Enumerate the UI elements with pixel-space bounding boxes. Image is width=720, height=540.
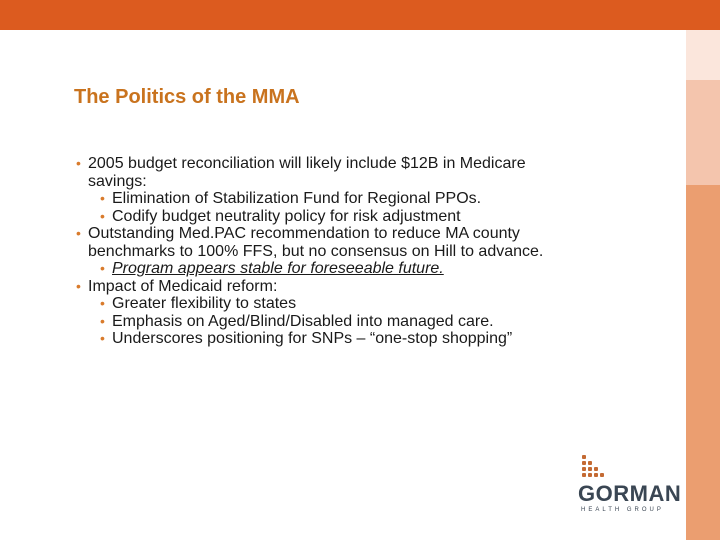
bullet-dot-icon: •	[100, 295, 105, 311]
bullet-dot-icon: •	[100, 207, 105, 224]
bullet-text: Elimination of Stabilization Fund for Regional PPOs.	[112, 190, 482, 207]
side-band-medium	[686, 80, 720, 185]
bullet-item	[76, 225, 558, 260]
bullet-item	[76, 278, 676, 296]
bullet-text: Codify budget neutrality policy for risk adjustment	[112, 207, 461, 225]
sub-bullet-item	[76, 260, 676, 278]
sub-bullet-item	[76, 208, 676, 226]
top-accent-bar	[0, 0, 720, 30]
sub-bullet-item	[76, 295, 676, 313]
bullet-dot-icon: •	[76, 225, 81, 241]
slide-title: The Politics of the MMA	[74, 86, 300, 108]
bullet-dot-icon: •	[76, 277, 81, 294]
bullet-dot-icon: •	[100, 330, 105, 346]
bullet-dot-icon: •	[76, 155, 81, 171]
bullet-text: Impact of Medicaid reform:	[88, 277, 278, 295]
sub-bullet-item	[76, 330, 562, 348]
bullet-list	[76, 155, 676, 348]
bullet-text: Program appears stable for foreseeable future.	[112, 260, 444, 277]
bullet-text: Underscores positioning for SNPs – “one-stop shopping”	[112, 330, 513, 347]
sub-bullet-item	[76, 313, 676, 331]
bullet-dot-icon: •	[100, 190, 105, 206]
gorman-logo	[578, 455, 682, 515]
logo-subtitle: HEALTH GROUP	[581, 507, 664, 513]
side-band-dark	[686, 185, 720, 540]
bullet-text: Greater flexibility to states	[112, 295, 297, 312]
side-band-light	[686, 30, 720, 80]
bullet-dot-icon: •	[100, 312, 105, 329]
bullet-item	[76, 155, 538, 190]
bullet-text: Outstanding Med.PAC recommendation to reduce MA county benchmarks to 100% FFS, but no consensus on Hill to advance.	[88, 225, 544, 260]
bullet-text: Emphasis on Aged/Blind/Disabled into managed care.	[112, 312, 494, 330]
logo-wordmark: GORMAN	[578, 481, 682, 506]
bullet-dot-icon: •	[100, 260, 105, 276]
sub-bullet-item	[76, 190, 676, 208]
bullet-text: 2005 budget reconciliation will likely include $12B in Medicare savings:	[88, 155, 526, 190]
